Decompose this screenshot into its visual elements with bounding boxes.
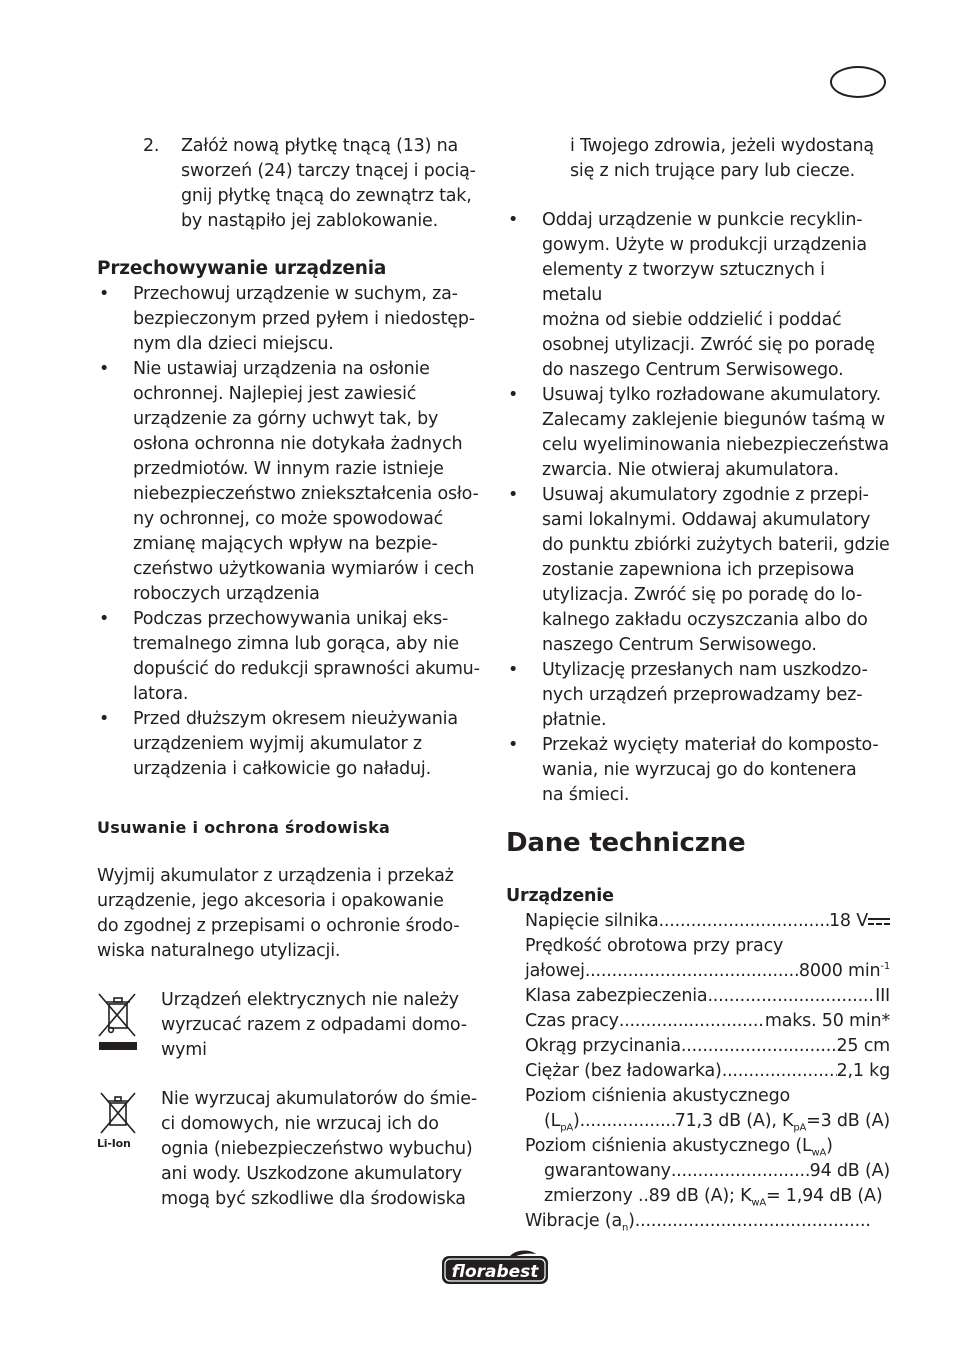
list-item: • Oddaj urządzenie w punkcie recyklin- gowym. Użyte w produkcji urządzenia elementy z tworzyw sztucznych i metalu można od siebie oddzielić i poddać osobnej utylizacji. Zwróć się po poradę do naszego Centrum Serwisowego.: [508, 210, 875, 380]
spec-row-cutting-circle: Okrąg przycinania ..... 25 cm: [525, 1034, 890, 1059]
step-number: 2.: [143, 136, 160, 156]
left-column: [97, 134, 482, 1212]
list-item: • Nie ustawiaj urządzenia na osłonie ochronnej. Najlepiej jest zawiesić urządzenie za górny uchwyt tak, by osłona ochronna nie dotykała żadnych przedmiotów. W innym razie istnieje niebezpieczeństwo zniekształcenia osło- ny ochronnej, co może spowodować zmianę mających wpływ na bezpie- czeństwo użytkowania wymiarów i cech roboczych urządzenia: [99, 359, 479, 604]
spec-row-guaranteed: gwarantowany ..... 94 dB (A): [525, 1159, 890, 1184]
svg-text:Li-Ion: Li-Ion: [97, 1137, 131, 1150]
list-item: • Przechowuj urządzenie w suchym, za- bezpieczonym przed pyłem i niedostęp- nym dla dzieci miejscu.: [99, 284, 475, 354]
disposal-list: [506, 208, 890, 808]
spec-row-measured: zmierzony ..89 dB (A); $K_{wA}= 1,94$ dB (A): [544, 1186, 883, 1209]
device-heading: Urządzenie: [506, 886, 614, 906]
spec-row-spl-label: Poziom ciśnienia akustycznego: [525, 1086, 790, 1106]
spec-row-vibration: Wibracje $(a_n)$ .....: [525, 1209, 890, 1234]
list-item: • Przekaż wycięty materiał do komposto- wania, nie wyrzucaj go do kontenera na śmieci.: [508, 735, 879, 805]
weee-notice: Urządzeń elektrycznych nie należy wyrzucać razem z odpadami domo- wymi: [97, 988, 482, 1063]
crossed-battery-bin-icon: [97, 1089, 141, 1161]
svg-text:florabest: florabest: [451, 1262, 539, 1282]
language-badge: [830, 66, 886, 98]
dc-symbol-icon: [868, 916, 890, 926]
battery-notice: Li-Ion Nie wyrzucaj akumulatorów do śmie- ci domowych, nie wrzucaj ich do ognia (niebezpieczeństwo wybuchu) ani wody. Uszkodzone akumulatory mogą być szkodliwe dla środowiska: [97, 1089, 477, 1209]
disposal-paragraph: Wyjmij akumulator z urządzenia i przekaż urządzenie, jego akcesoria i opakowanie do zgodnej z przepisami o ochronie środo- wiska naturalnego utylizacji.: [97, 866, 460, 961]
crossed-bin-icon: [97, 990, 139, 1060]
step-2: [97, 134, 482, 234]
spec-row-operating-time: Czas pracy ..... maks. 50 min*: [525, 1009, 890, 1034]
right-column: [506, 134, 890, 1234]
list-item: • Usuwaj tylko rozładowane akumulatory. Zalecamy zaklejenie biegunów taśmą w celu wyeliminowania niebezpieczeństwa zwarcia. Nie otwieraj akumulatora.: [508, 385, 889, 480]
spec-row-idle-speed: jałowej ..... 8000 $\min^{-1}$: [525, 959, 890, 984]
step-line: gnij płytkę tnącą do zewnątrz tak,: [181, 186, 472, 206]
storage-heading: Przechowywanie urządzenia: [97, 258, 387, 279]
florabest-logo: [440, 1250, 550, 1288]
disposal-heading: Usuwanie i ochrona środowiska: [97, 818, 391, 837]
step-line: Załóż nową płytkę tnącą (13) na: [181, 136, 458, 156]
spec-list: [506, 909, 890, 1234]
step-line: sworzeń (24) tarczy tnącej i pocią-: [181, 161, 476, 181]
list-item: • Przed dłuższym okresem nieużywania urządzeniem wyjmij akumulator z urządzenia i całkowicie go naładuj.: [99, 709, 458, 779]
list-item: • Podczas przechowywania unikaj eks- tremalnego zimna lub gorąca, aby nie dopuścić do redukcji sprawności akumu- latora.: [99, 609, 480, 704]
spec-row-weight: Ciężar (bez ładowarka) ..... 2,1 kg: [525, 1059, 890, 1084]
spec-row-motor-voltage: Napięcie silnika ..... 18 V: [525, 909, 890, 934]
list-item: • Utylizację przesłanych nam uszkodzo- nych urządzeń przeprowadzamy bez- płatnie.: [508, 660, 868, 730]
list-item: • Usuwaj akumulatory zgodnie z przepi- sami lokalnymi. Oddawaj akumulatory do punktu zbiórki zużytych baterii, gdzie zostanie zapewniona ich przepisowa utylizacja. Zwróć się po poradę do lo- kalnego zakładu oczyszczania albo do naszego Centrum Serwisowego.: [508, 485, 890, 655]
spec-row-speed-label: Prędkość obrotowa przy pracy: [525, 936, 784, 956]
spec-row-spl: $(L_{pA})$ ..... 71,3 dB (A), $K_{pA}=3$ dB (A): [525, 1109, 890, 1134]
battery-notice-continued: i Twojego zdrowia, jeżeli wydostaną się z nich trujące pary lub ciecze.: [570, 136, 874, 181]
step-line: by nastąpiło jej zablokowanie.: [181, 211, 438, 231]
spec-row-swl-label: Poziom ciśnienia akustycznego $(L_{wA})$: [525, 1136, 833, 1159]
spec-row-protection-class: Klasa zabezpieczenia ..... III: [525, 984, 890, 1009]
tech-data-heading: Dane techniczne: [506, 828, 746, 858]
storage-list: [97, 282, 482, 782]
